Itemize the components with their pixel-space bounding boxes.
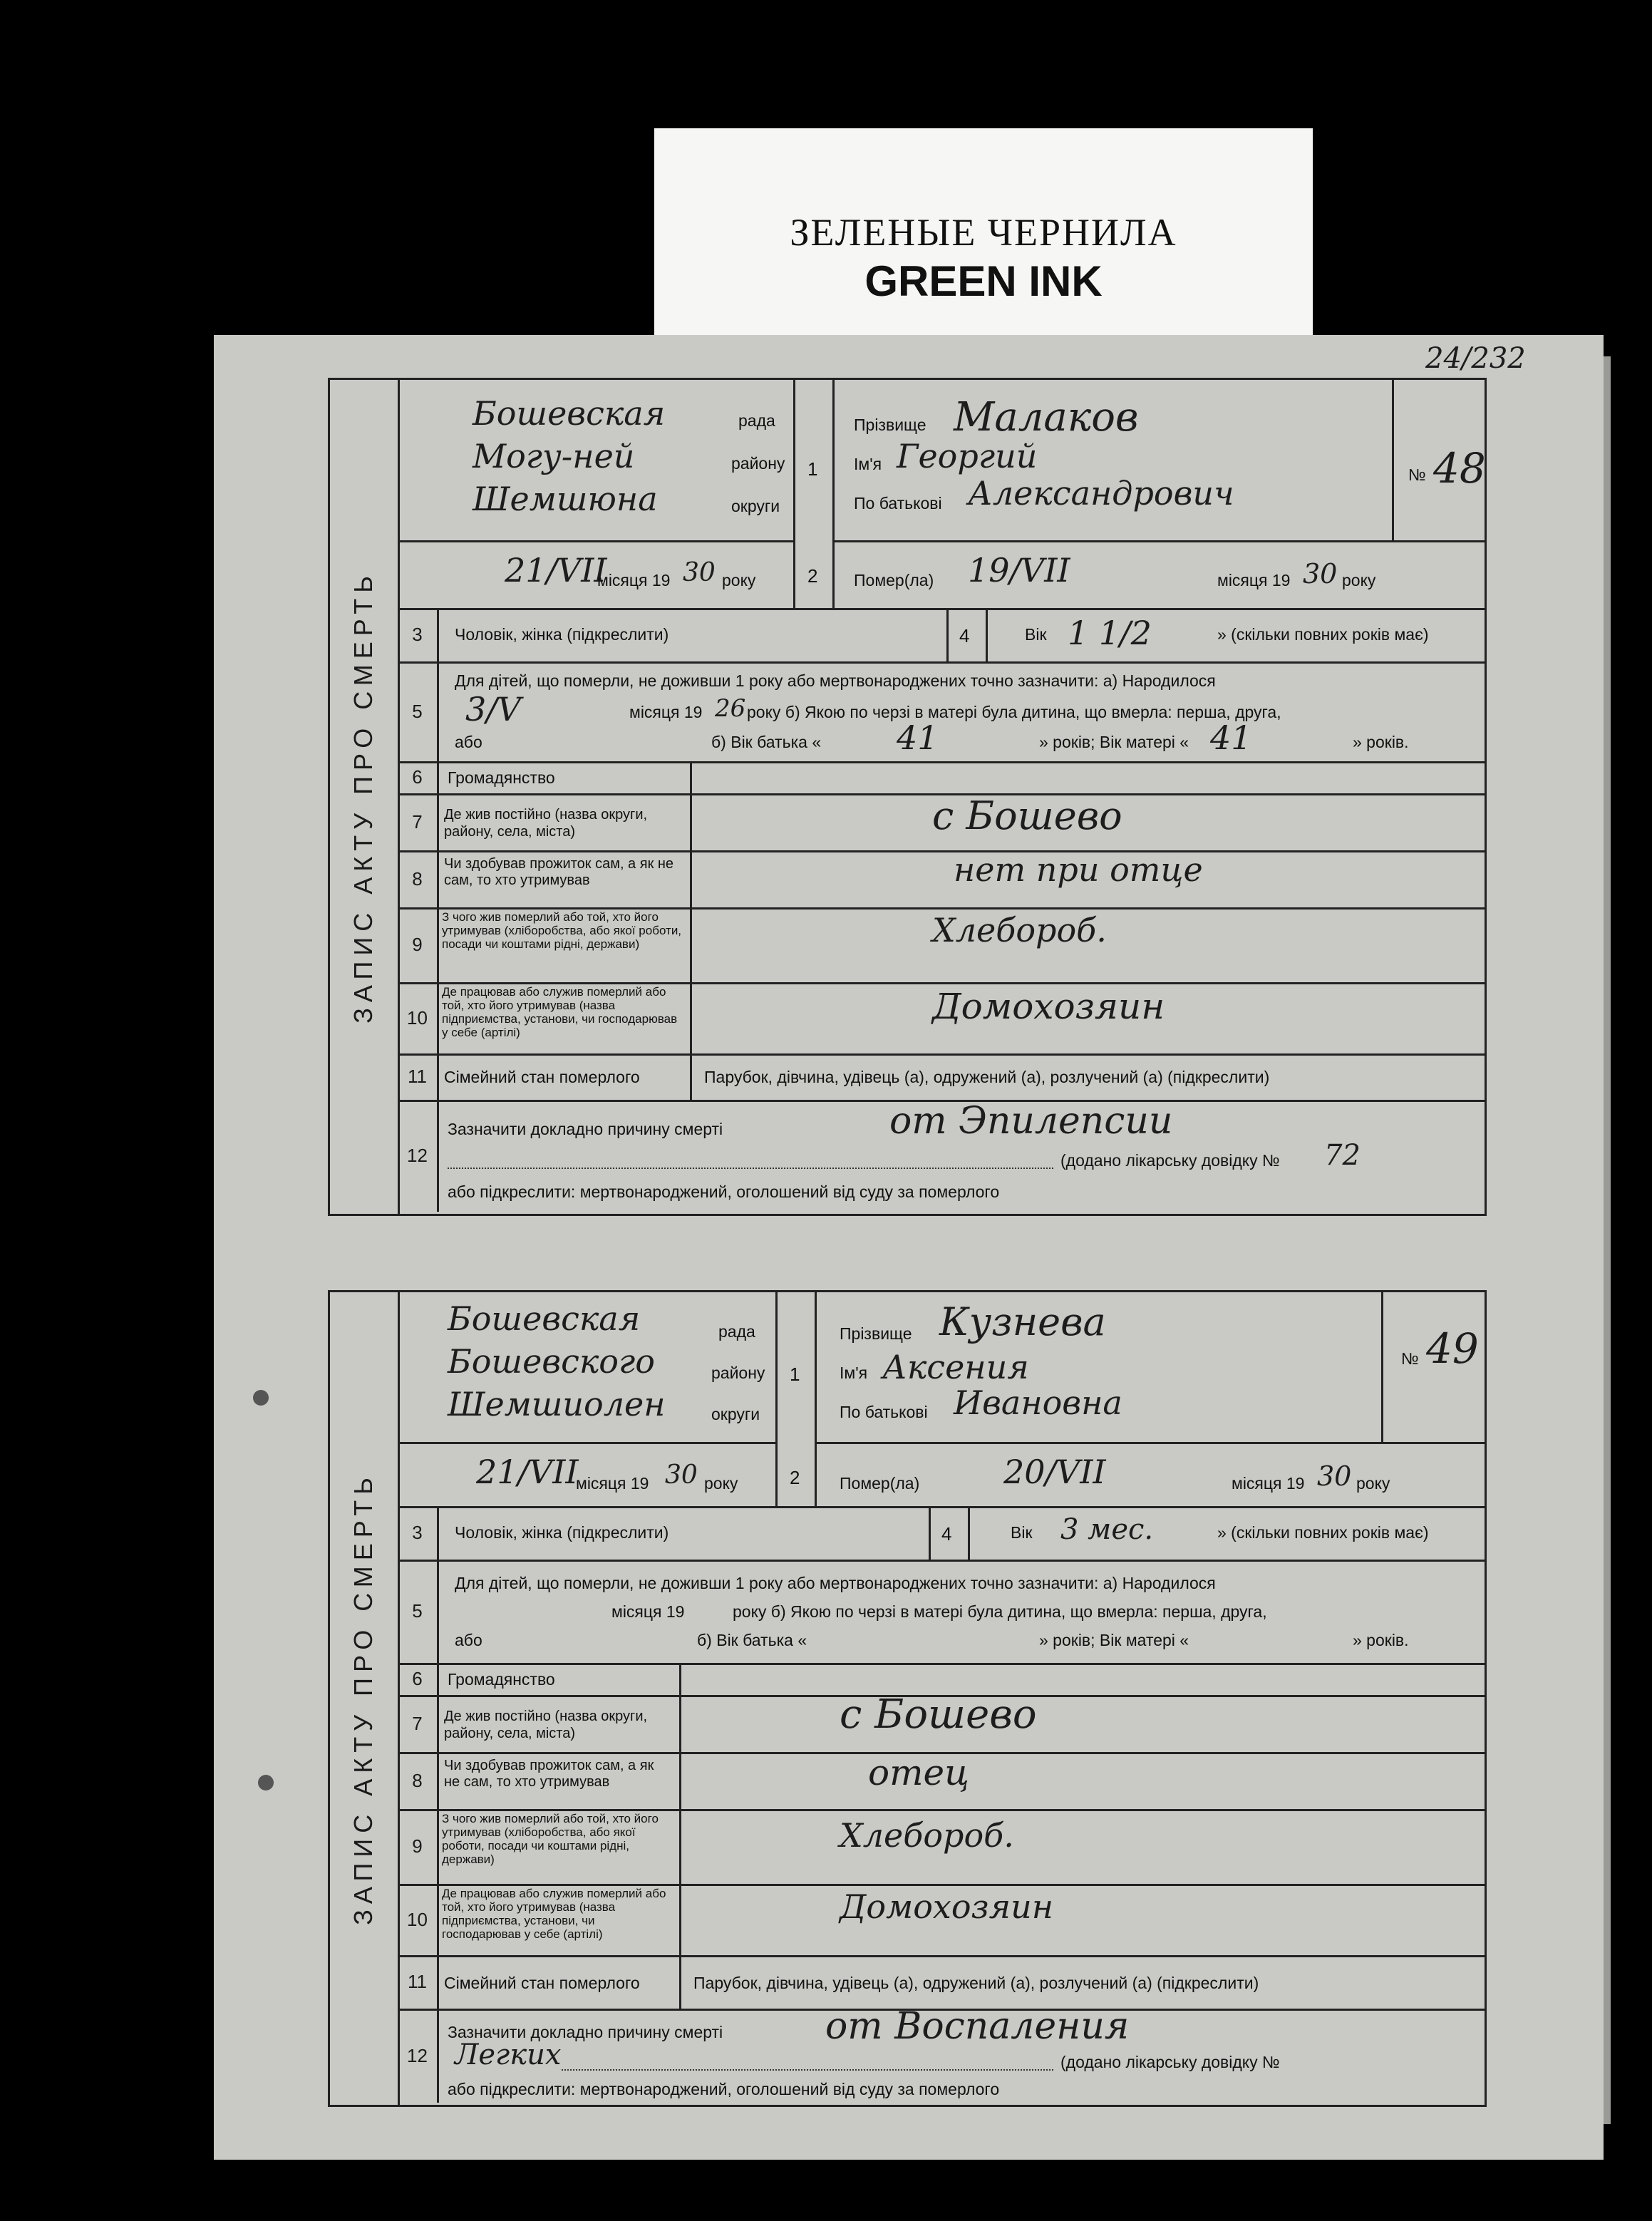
mother-age-label: » років; Вік матері « bbox=[1039, 733, 1189, 751]
month-label: місяця 19 bbox=[597, 571, 671, 589]
date-value: 21/VII bbox=[476, 1453, 579, 1491]
sex-label: Чоловік, жінка (підкреслити) bbox=[455, 1523, 669, 1542]
mother-age-label: » років; Вік матері « bbox=[1039, 1631, 1189, 1649]
residence-label: Де жив постійно (назва округи, району, села, міста) bbox=[444, 1709, 648, 1741]
age-value: 1 1/2 bbox=[1068, 614, 1152, 652]
work-value: Домохозяин bbox=[932, 986, 1165, 1027]
support-value: отец bbox=[868, 1752, 969, 1793]
side-column bbox=[330, 1292, 400, 2105]
certificate-label: (додано лікарську довідку № bbox=[1060, 2053, 1280, 2071]
row-citizenship: 6 Громадянство bbox=[398, 761, 1485, 795]
name-value: Аксения bbox=[882, 1348, 1029, 1386]
date-value: 21/VII bbox=[505, 551, 607, 589]
side-title: ЗАПИС АКТУ ПРО СМЕРТЬ bbox=[349, 1472, 378, 1925]
patronymic-value: Александрович bbox=[968, 474, 1234, 512]
row-residence: 7 Де жив постійно (назва округи, району, села, міста) bbox=[398, 1695, 1485, 1754]
residence-value: с Бошево bbox=[840, 1691, 1037, 1738]
support-label: Чи здобував прожиток сам, а як не сам, то хто утримував bbox=[444, 1758, 654, 1790]
label-english: GREEN INK bbox=[864, 257, 1103, 305]
name-label: Ім'я bbox=[854, 455, 882, 473]
died-month-label: місяця 19 bbox=[1217, 571, 1291, 589]
age-tail: » (скільки повних років має) bbox=[1217, 1523, 1429, 1542]
father-age-label: б) Вік батька « bbox=[697, 1631, 807, 1649]
infant-line-2: місяця 19 bbox=[611, 1602, 685, 1621]
page-number: 24/232 bbox=[1425, 342, 1526, 375]
age-tail: » (скільки повних років має) bbox=[1217, 625, 1429, 644]
okrug-value: Шемшиолен bbox=[448, 1385, 666, 1423]
year-label: року bbox=[704, 1474, 738, 1493]
cause-value: от Эпилепсии bbox=[889, 1100, 1173, 1143]
row-sex-age: 3 Чоловік, жінка (підкреслити) 4 Вік 1 1/2 » (скільки повних років має) bbox=[398, 608, 1485, 664]
side-title: ЗАПИС АКТУ ПРО СМЕРТЬ bbox=[349, 570, 378, 1024]
label-russian: ЗЕЛЕНЫЕ ЧЕРНИЛА bbox=[790, 211, 1177, 254]
citizenship-label: Громадянство bbox=[448, 1670, 555, 1689]
row-work: 10 Де працював або служив померлий або той, хто його утримував (назва підприємства, установи, чи господарював у себе (артілі) bbox=[398, 1884, 1485, 1957]
died-label: Помер(ла) bbox=[854, 571, 934, 589]
patronymic-label: По батькові bbox=[854, 494, 942, 512]
citizenship-label: Громадянство bbox=[448, 768, 555, 787]
okrug-value: Шемшюна bbox=[473, 480, 658, 518]
died-label: Помер(ла) bbox=[840, 1474, 920, 1493]
died-year-label: року bbox=[1356, 1474, 1390, 1493]
okrug-label: округи bbox=[731, 497, 780, 515]
okrug-label: округи bbox=[711, 1405, 760, 1423]
occupation-value: Хлебороб. bbox=[932, 911, 1107, 949]
cause-label: Зазначити докладно причину смерті bbox=[448, 1120, 723, 1138]
occupation-label: З чого жив померлий або той, хто його утримував (хліборобства, або якої роботи, посади чи коштами рідні, держави) bbox=[442, 910, 682, 951]
row-occupation: 9 З чого жив померлий або той, хто його утримував (хліборобства, або якої роботи, посади чи коштами рідні, держави) bbox=[398, 907, 1485, 984]
raion-label: району bbox=[711, 1364, 765, 1382]
years-label: » років. bbox=[1353, 1631, 1409, 1649]
age-value: 3 мес. bbox=[1060, 1513, 1154, 1546]
marital-options: Парубок, дівчина, удівець (а), одружений (а), розлучений (а) (підкреслити) bbox=[693, 1974, 1259, 1992]
work-value: Домохозяин bbox=[840, 1887, 1054, 1926]
cause-value: от Воспаления bbox=[825, 2005, 1130, 2048]
infant-line-1: Для дітей, що померли, не доживши 1 року або мертвонароджених точно зазначити: а) Народилося bbox=[455, 671, 1216, 690]
row-support: 8 Чи здобував прожиток сам, а як не сам, то хто утримував bbox=[398, 850, 1485, 909]
rada-label: рада bbox=[718, 1322, 755, 1341]
death-record-form-1 bbox=[328, 378, 1487, 1216]
binding-hole bbox=[258, 1775, 274, 1790]
cause-extra: Легких bbox=[455, 2039, 562, 2071]
marital-label: Сімейний стан померлого bbox=[444, 1974, 640, 1992]
stillborn-label: або підкреслити: мертвонароджений, оголошений від суду за померлого bbox=[448, 1182, 1000, 1201]
year-label: року bbox=[722, 571, 756, 589]
infant-line-2b: року б) Якою по черзі в матері була дитина, що вмерла: перша, друга, bbox=[747, 703, 1281, 721]
marital-options: Парубок, дівчина, удівець (а), одружений (а), розлучений (а) (підкреслити) bbox=[704, 1068, 1270, 1086]
row-occupation: 9 З чого жив померлий або той, хто його утримував (хліборобства, або якої роботи, посади чи коштами рідні, держави) bbox=[398, 1809, 1485, 1886]
born-year: 26 bbox=[715, 694, 746, 723]
row-cause: 12 Зазначити докладно причину смерті от Воспаления Легких (додано лікарську довідку № або підкреслити: мертвонароджений, оголошений від суду за померлого bbox=[398, 2009, 1485, 2103]
record-number: 48 bbox=[1433, 444, 1486, 493]
support-label: Чи здобував прожиток сам, а як не сам, то хто утримував bbox=[444, 856, 674, 888]
age-label: Вік bbox=[1025, 625, 1047, 644]
died-year-value: 30 bbox=[1317, 1460, 1352, 1492]
age-label: Вік bbox=[1011, 1523, 1033, 1542]
patronymic-label: По батькові bbox=[840, 1403, 928, 1421]
infant-line-1: Для дітей, що померли, не доживши 1 року або мертвонароджених точно зазначити: а) Народилося bbox=[455, 1574, 1216, 1592]
binding-hole bbox=[253, 1390, 269, 1406]
name-value: Георгий bbox=[897, 437, 1038, 475]
row-marital: 11 Сімейний стан померлого Парубок, дівчина, удівець (а), одружений (а), розлучений (а) (підкреслити) bbox=[398, 1955, 1485, 2011]
years-label: » років. bbox=[1353, 733, 1409, 751]
raion-label: району bbox=[731, 454, 785, 473]
row-citizenship: 6 Громадянство bbox=[398, 1663, 1485, 1697]
name-label: Ім'я bbox=[840, 1364, 868, 1382]
surname-value: Малаков bbox=[954, 394, 1139, 440]
year-value: 30 bbox=[665, 1460, 698, 1490]
marital-label: Сімейний стан померлого bbox=[444, 1068, 640, 1086]
father-age: 41 bbox=[897, 718, 939, 757]
row-infant: 5 Для дітей, що померли, не доживши 1 року або мертвонароджених точно зазначити: а) Народилося місяця 19 року б) Якою по черзі в матері була дитина, що вмерла: перша, друга, або б) Вік батька « » років; Вік матері « » років. bbox=[398, 1560, 1485, 1665]
header-block: 1 2 Бошевская рада Могу-ней району Шемшюна округи 21/VII місяця 19 30 року Прізвище Малаков Ім'я Георгий По батькові Александрович Помер(ла) 19/VII місяця 19 30 року № 48 bbox=[398, 380, 1485, 610]
died-year-label: року bbox=[1342, 571, 1376, 589]
number-label: № bbox=[1408, 465, 1426, 484]
patronymic-value: Ивановна bbox=[954, 1383, 1122, 1422]
infant-line-2b: року б) Якою по черзі в матері була дитина, що вмерла: перша, друга, bbox=[733, 1602, 1267, 1621]
certificate-number: 72 bbox=[1324, 1139, 1361, 1172]
header-block: 1 2 Бошевская рада Бошевского району Шемшиолен округи 21/VII місяця 19 30 року Прізвище Кузнева Ім'я Аксения По батькові Ивановна Помер(ла) 20/VII місяця 19 30 року № 49 bbox=[398, 1292, 1485, 1508]
record-number-box bbox=[1381, 1292, 1487, 1444]
row-marital: 11 Сімейний стан померлого Парубок, дівчина, удівець (а), одружений (а), розлучений (а) (підкреслити) bbox=[398, 1053, 1485, 1102]
surname-label: Прізвище bbox=[840, 1324, 912, 1343]
document-page bbox=[214, 335, 1604, 2160]
died-year-value: 30 bbox=[1303, 558, 1338, 589]
record-number-box bbox=[1392, 380, 1487, 542]
month-label: місяця 19 bbox=[576, 1474, 649, 1493]
surname-label: Прізвище bbox=[854, 416, 926, 434]
residence-label: Де жив постійно (назва округи, району, села, міста) bbox=[444, 807, 648, 840]
record-number: 49 bbox=[1426, 1324, 1479, 1373]
green-ink-label bbox=[654, 128, 1313, 335]
row-support: 8 Чи здобував прожиток сам, а як не сам, то хто утримував bbox=[398, 1752, 1485, 1811]
row-sex-age: 3 Чоловік, жінка (підкреслити) 4 Вік 3 мес. » (скільки повних років має) bbox=[398, 1506, 1485, 1562]
mother-age: 41 bbox=[1210, 718, 1252, 757]
residence-value: с Бошево bbox=[932, 793, 1122, 838]
born-value: 3/V bbox=[465, 690, 521, 728]
work-label: Де працював або служив померлий або той, хто його утримував (назва підприємства, установи, чи господарював у себе (артілі) bbox=[442, 985, 678, 1039]
stillborn-label: або підкреслити: мертвонароджений, оголошений від суду за померлого bbox=[448, 2080, 1000, 2098]
support-value: нет при отце bbox=[954, 850, 1203, 889]
death-record-form-2 bbox=[328, 1290, 1487, 2107]
rada-value: Бошевская bbox=[473, 394, 666, 433]
infant-or: або bbox=[455, 1631, 482, 1649]
infant-or: або bbox=[455, 733, 482, 751]
row-infant: 5 Для дітей, що померли, не доживши 1 року або мертвонароджених точно зазначити: а) Народилося 3/V місяця 19 26 року б) Якою по черзі в матері була дитина, що вмерла: перша, друга, або б) Вік батька « 41 » років; Вік матері « 41 » років. bbox=[398, 661, 1485, 763]
died-month-label: місяця 19 bbox=[1232, 1474, 1305, 1493]
occupation-label: З чого жив померлий або той, хто його утримував (хліборобства, або якої роботи, посади чи коштами рідні, держави) bbox=[442, 1812, 659, 1866]
number-label: № bbox=[1401, 1349, 1419, 1368]
side-column bbox=[330, 380, 400, 1214]
work-label: Де працював або служив померлий або той, хто його утримував (назва підприємства, установи, чи господарював у себе (артілі) bbox=[442, 1887, 666, 1941]
row-work: 10 Де працював або служив померлий або той, хто його утримував (назва підприємства, установи, чи господарював у себе (артілі) bbox=[398, 982, 1485, 1056]
raion-value: Бошевского bbox=[448, 1342, 655, 1381]
surname-value: Кузнева bbox=[939, 1299, 1106, 1344]
row-residence: 7 Де жив постійно (назва округи, району, села, міста) bbox=[398, 793, 1485, 852]
raion-value: Могу-ней bbox=[473, 437, 635, 475]
certificate-label: (додано лікарську довідку № bbox=[1060, 1151, 1280, 1170]
year-value: 30 bbox=[683, 558, 716, 587]
rada-value: Бошевская bbox=[448, 1299, 641, 1338]
rada-label: рада bbox=[738, 411, 775, 430]
father-age-label: б) Вік батька « bbox=[711, 733, 822, 751]
row-cause: 12 Зазначити докладно причину смерті от Эпилепсии (додано лікарську довідку № 72 або підкреслити: мертвонароджений, оголошений від суду за померлого bbox=[398, 1100, 1485, 1212]
occupation-value: Хлебороб. bbox=[840, 1816, 1014, 1855]
died-value: 20/VII bbox=[1003, 1453, 1106, 1491]
died-value: 19/VII bbox=[968, 551, 1070, 589]
cause-label: Зазначити докладно причину смерті bbox=[448, 2023, 723, 2041]
sex-label: Чоловік, жінка (підкреслити) bbox=[455, 625, 669, 644]
infant-line-2: місяця 19 bbox=[629, 703, 703, 721]
